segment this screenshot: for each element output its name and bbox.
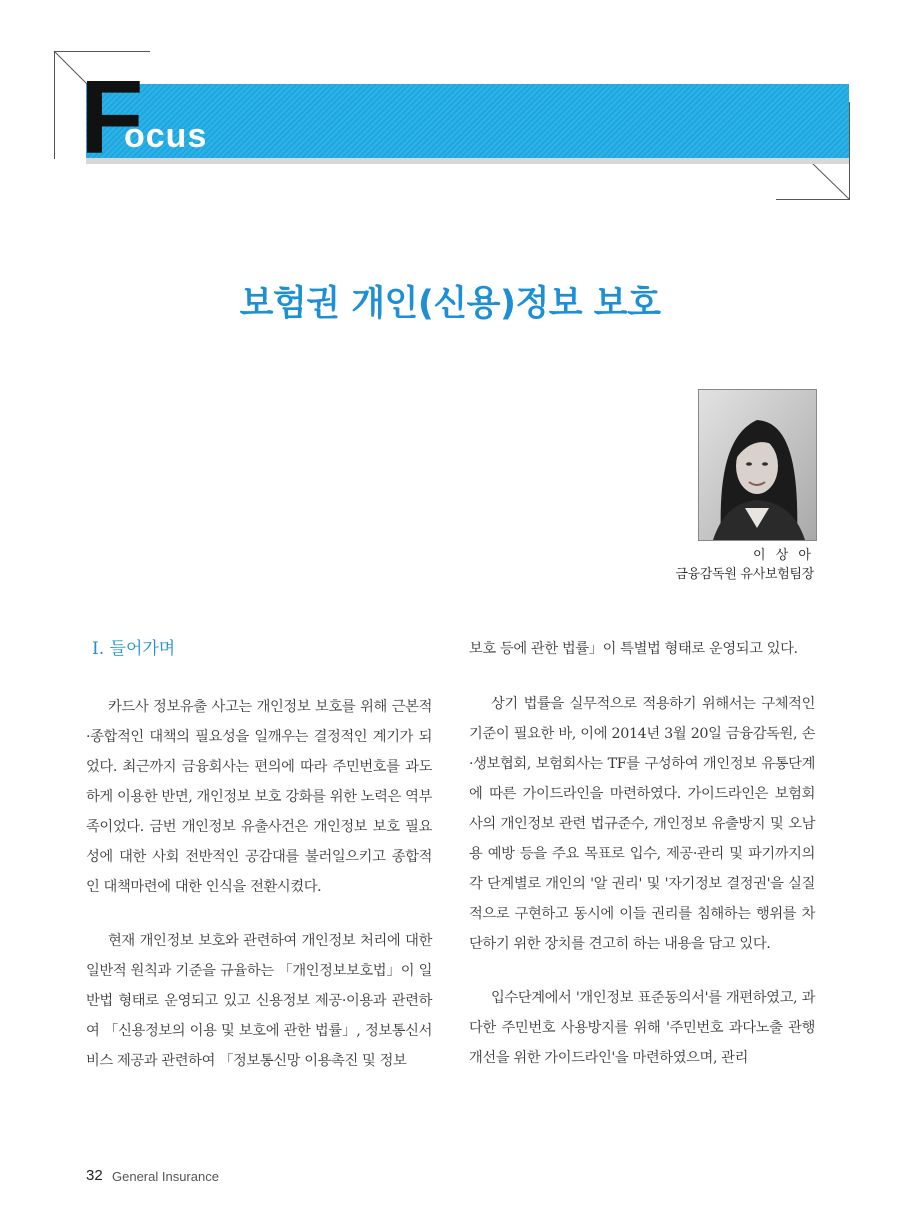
body-paragraph: 현재 개인정보 보호와 관련하여 개인정보 처리에 대한 일반적 원칙과 기준을 규율하는 「개인정보보호법」이 일반법 형태로 운영되고 있고 신용정보 제공·이용과 관련하여 「신용정보의 이용 및 보호에 관한 법률」, 정보통신서비스 제공과 관련하여 「정보통신망 이용촉진 및 정보 (86, 933, 432, 1069)
author-name: 이 상 아 (753, 548, 814, 563)
focus-initial-letter: F (80, 60, 144, 176)
body-paragraph: 입수단계에서 '개인정보 표준동의서'를 개편하였고, 과다한 주민번호 사용방지를 위해 '주민번호 과다노출 관행 개선을 위한 가이드라인'을 마련하였으며, 관리 (469, 990, 815, 1066)
body-column-left (86, 632, 432, 1100)
page-number: 32 (86, 1167, 103, 1184)
body-paragraph: 상기 법률을 실무적으로 적용하기 위해서는 구체적인 기준이 필요한 바, 이에 2014년 3월 20일 금융감독원, 손·생보협회, 보험회사는 TF를 구성하여 개인정보 유통단계에 따른 가이드라인을 마련하였다. 가이드라인은 보험회사의 개인정보 관련 법규준수, 개인정보 유출방지 및 오남용 예방 등을 주요 목표로 입수, 제공·관리 및 파기까지의 각 단계별로 개인의 '알 권리' 및 '자기정보 결정권'을 실질적으로 구현하고 동시에 이들 권리를 침해하는 행위를 차단하기 위한 장치를 견고히 하는 내용을 담고 있다. (469, 696, 815, 952)
section-heading: Ⅰ. 들어가며 (92, 639, 176, 659)
focus-banner-shadow (86, 158, 849, 164)
author-photo (698, 389, 817, 541)
body-column-right (469, 634, 815, 1097)
focus-label: ocus (124, 117, 208, 155)
publication-name: General Insurance (112, 1169, 219, 1184)
body-paragraph: 카드사 정보유출 사고는 개인정보 보호를 위해 근본적·종합적인 대책의 필요성을 일깨우는 결정적인 계기가 되었다. 최근까지 금융회사는 편의에 따라 주민번호를 과도하게 이용한 반면, 개인정보 보호 강화를 위한 노력은 역부족이었다. 금번 개인정보 유출사건은 개인정보 보호 필요성에 대한 사회 전반적인 공감대를 불러일으키고 종합적인 대책마련에 대한 인식을 전환시켰다. (86, 699, 432, 895)
article-title: 보험권 개인(신용)정보 보호 (239, 284, 661, 324)
author-role: 금융감독원 유사보험팀장 (675, 567, 814, 582)
body-paragraph-continuation: 보호 등에 관한 법률」이 특별법 형태로 운영되고 있다. (469, 641, 798, 657)
